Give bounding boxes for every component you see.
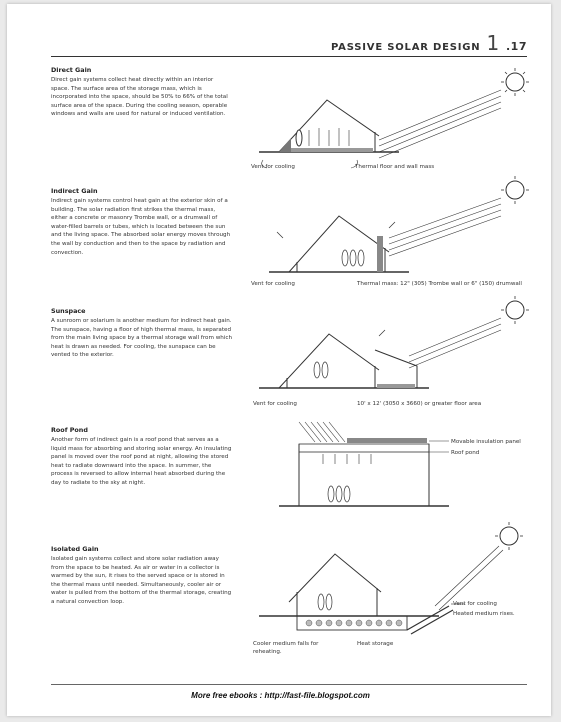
section-isolated-gain [51,545,233,607]
section-body: A sunroom or solarium is another medium for indirect heat gain. The sunspace, having a floor of high thermal mass, is separated from the main living space by a thermal storage wall from which heat is drawn as needed. For cooling, the sunspace can be vented to the exterior. [51,318,232,359]
page-marker: 1 [486,31,500,55]
direct-gain-diagram [239,68,539,180]
sunspace-diagram [239,296,539,411]
page-number: .17 [506,40,527,53]
footer-link[interactable]: More free ebooks : http://fast-file.blogspot.com [191,691,370,700]
section-title: Isolated Gain [51,545,99,553]
label-vent: Vent for cooling [251,281,295,287]
label-heated-medium: Heated medium rises. [453,611,515,617]
section-direct-gain [51,66,233,119]
section-indirect-gain [51,187,233,257]
label-insulation-panel: Movable insulation panel [451,439,521,445]
running-header [330,31,527,55]
label-heat-storage: Heat storage [357,641,394,647]
label-thermal-mass: Thermal mass: 12" (305) Trombe wall or 6" (150) drumwall [357,281,522,287]
sun-icon [501,296,529,324]
indirect-gain-diagram [239,176,539,291]
label-floor-area: 10' x 12' (3050 x 3660) or greater floor area [357,401,482,407]
section-sunspace [51,307,233,360]
section-body: Indirect gain systems control heat gain at the exterior skin of a building. The solar radiation first strikes the thermal mass, either a concrete or masonry Trombe wall, or a drumwall of water-filled barrels or tubes, which is located between the sun and the living space. The absorbed solar energy moves through the wall by conduction and then to the space by radiation and convection. [51,198,231,256]
header-rule [51,56,527,57]
section-title: Indirect Gain [51,187,98,195]
book-page [7,4,551,716]
roof-pond-diagram [239,422,539,522]
section-body: Another form of indirect gain is a roof pond that serves as a liquid mass for absorbing and storing solar energy. An insulating panel is moved over the roof pond at night, allowing the stored heat to radiate downward into the space. In summer, the process is reversed to allow internal heat absorbed during the day to radiate to the sky at night. [51,437,232,486]
sun-icon [495,522,523,550]
section-title: Roof Pond [51,426,88,434]
label-vent: Vent for cooling [453,601,497,607]
isolated-gain-diagram [239,522,539,662]
section-body: Isolated gain systems collect and store solar radiation away from the space to be heated. As air or water in a collector is warmed by the sun, it rises to the served space or is stored in the thermal mass until needed. Simultaneously, cooler air or water is pulled from the bottom of the thermal storage, creating a natural convection loop. [51,556,232,605]
label-thermal-mass: Thermal floor and wall mass [355,164,435,170]
section-roof-pond [51,426,233,488]
label-vent: Vent for cooling [253,401,297,407]
section-title: Sunspace [51,307,86,315]
footer-rule [51,684,527,685]
sun-icon [501,176,529,204]
section-title: Direct Gain [51,66,92,74]
header-title: PASSIVE SOLAR DESIGN [330,42,481,53]
label-vent: Vent for cooling [251,164,295,170]
section-body: Direct gain systems collect heat directly within an interior space. The surface area of the storage mass, which is incorporated into the space, should be 50% to 66% of the total surface area of the space. During the cooling season, operable windows and walls are used for natural or induced ventilation. [51,77,228,118]
label-roof-pond: Roof pond [451,450,480,456]
sun-icon [501,68,529,96]
label-cooler-medium: Cooler medium falls for reheating. [253,641,319,655]
